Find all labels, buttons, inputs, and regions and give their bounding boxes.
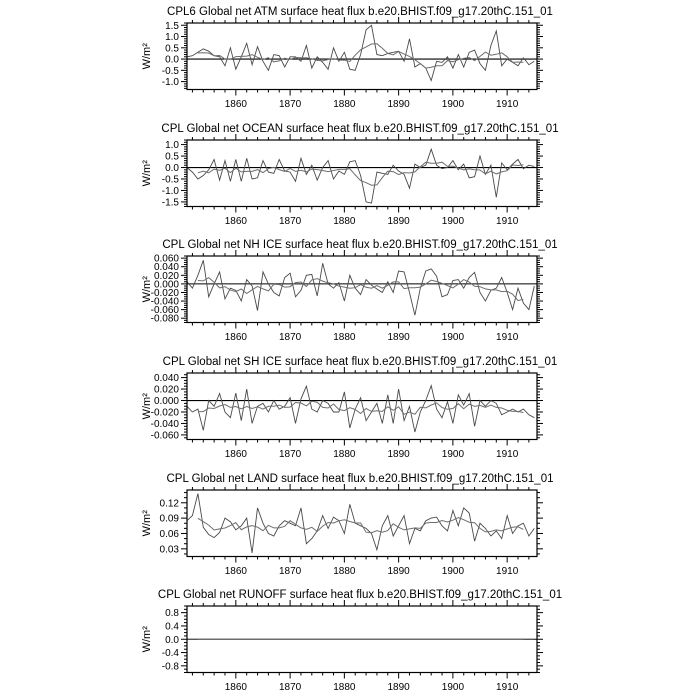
panel-title: CPL Global net OCEAN surface heat flux b.e20.BHIST.f09_g17.20thC.151_01 xyxy=(161,122,559,135)
x-tick-label: 1890 xyxy=(387,332,410,344)
panel-title: CPL Global net NH ICE surface heat flux b.e20.BHIST.f09_g17.20thC.151_01 xyxy=(162,239,558,252)
smoothed-series-line xyxy=(198,44,524,68)
y-tick-label: 0.040 xyxy=(153,262,179,274)
x-tick-label: 1860 xyxy=(224,565,247,577)
x-tick-label: 1900 xyxy=(441,449,465,460)
x-tick-label: 1860 xyxy=(224,215,247,227)
x-tick-label: 1900 xyxy=(441,332,465,344)
y-axis-label: W/m² xyxy=(141,509,153,537)
x-tick-label: 1910 xyxy=(496,99,519,110)
y-tick-label: -1.0 xyxy=(161,77,179,89)
annual-series-line xyxy=(187,25,534,80)
y-tick-label: -0.5 xyxy=(161,174,179,186)
chart-panel-1 xyxy=(0,117,700,235)
y-tick-label: 0.8 xyxy=(165,608,179,620)
y-tick-label: 0.03 xyxy=(159,543,179,555)
x-tick-label: 1900 xyxy=(441,682,465,694)
x-tick-label: 1880 xyxy=(333,449,356,460)
x-tick-label: 1890 xyxy=(387,682,410,694)
chart-panel-5 xyxy=(0,583,700,700)
y-tick-label: 0.06 xyxy=(159,528,179,540)
chart-panel-2 xyxy=(0,233,700,351)
y-tick-label: 0.0 xyxy=(165,54,179,66)
x-tick-label: 1890 xyxy=(387,565,410,577)
x-tick-label: 1910 xyxy=(496,332,519,344)
x-tick-label: 1860 xyxy=(224,332,247,344)
smoothed-series-line xyxy=(198,401,524,414)
y-axis-label: W/m² xyxy=(141,276,153,303)
y-tick-label: 0.020 xyxy=(153,384,179,396)
chart-panel-3 xyxy=(0,350,700,468)
y-tick-label: 0.000 xyxy=(153,396,179,408)
y-tick-label: 0.0 xyxy=(165,162,179,174)
y-tick-label: 0.12 xyxy=(159,497,179,509)
y-axis-label: W/m² xyxy=(141,43,153,70)
axis-ticks xyxy=(181,134,543,213)
x-tick-label: 1910 xyxy=(496,215,519,227)
x-tick-label: 1880 xyxy=(333,682,356,694)
x-tick-label: 1860 xyxy=(224,682,247,694)
y-tick-label: 0.09 xyxy=(159,513,179,525)
y-tick-label: 1.0 xyxy=(165,32,179,44)
smoothed-series-line xyxy=(198,162,524,185)
y-axis-label: W/m² xyxy=(141,159,153,187)
x-tick-label: 1910 xyxy=(496,565,519,577)
y-tick-label: -0.8 xyxy=(161,661,179,673)
y-tick-label: 0.4 xyxy=(165,621,179,633)
y-tick-label: -0.020 xyxy=(150,407,179,419)
y-tick-label: -0.080 xyxy=(150,314,179,326)
x-tick-label: 1890 xyxy=(387,99,410,110)
x-tick-label: 1890 xyxy=(387,449,410,460)
plot-frame xyxy=(187,373,537,440)
x-tick-label: 1880 xyxy=(333,565,356,577)
panel-title: CPL Global net RUNOFF surface heat flux b.e20.BHIST.f09_g17.20thC.151_01 xyxy=(157,589,563,602)
plot-frame xyxy=(187,256,537,323)
y-tick-label: 0.000 xyxy=(153,279,179,291)
x-tick-label: 1880 xyxy=(333,99,356,110)
y-tick-label: 0.060 xyxy=(153,253,179,265)
x-tick-label: 1870 xyxy=(278,449,302,460)
y-tick-label: -0.060 xyxy=(150,430,179,442)
y-tick-label: -0.060 xyxy=(150,305,179,317)
x-tick-label: 1910 xyxy=(496,449,519,460)
x-tick-label: 1870 xyxy=(278,682,302,694)
y-axis-label: W/m² xyxy=(141,626,153,653)
y-tick-label: 0.0 xyxy=(165,635,179,647)
x-tick-label: 1870 xyxy=(278,215,302,227)
x-tick-label: 1900 xyxy=(441,215,465,227)
x-tick-label: 1860 xyxy=(224,99,247,110)
y-tick-label: 0.020 xyxy=(153,271,179,283)
panel-title: CPL6 Global net ATM surface heat flux b.e20.BHIST.f09_g17.20thC.151_01 xyxy=(167,6,553,18)
x-tick-label: 1860 xyxy=(224,449,247,460)
x-tick-label: 1910 xyxy=(496,682,519,694)
x-tick-label: 1900 xyxy=(441,565,465,577)
y-tick-label: -1.5 xyxy=(161,197,179,209)
plot-frame xyxy=(187,490,537,557)
y-tick-label: 1.5 xyxy=(165,20,179,32)
annual-series-line xyxy=(187,149,534,203)
y-tick-label: -0.040 xyxy=(150,418,179,430)
x-tick-label: 1900 xyxy=(441,99,465,110)
chart-panel-4 xyxy=(0,467,700,585)
panel-title: CPL Global net LAND surface heat flux b.e20.BHIST.f09_g17.20thC.151_01 xyxy=(166,472,554,485)
panel-title: CPL Global net SH ICE surface heat flux b.e20.BHIST.f09_g17.20thC.151_01 xyxy=(162,356,558,368)
chart-panel-0 xyxy=(0,0,700,118)
x-tick-label: 1880 xyxy=(333,332,356,344)
y-tick-label: -0.4 xyxy=(161,648,179,660)
x-tick-label: 1870 xyxy=(278,565,302,577)
y-tick-label: -0.5 xyxy=(161,65,179,77)
y-tick-label: -1.0 xyxy=(161,185,179,197)
annual-series-line xyxy=(187,386,534,432)
y-tick-label: -0.020 xyxy=(150,288,179,300)
y-tick-label: 0.040 xyxy=(153,373,179,385)
y-tick-label: 0.5 xyxy=(165,43,179,55)
x-tick-label: 1870 xyxy=(278,99,302,110)
x-tick-label: 1890 xyxy=(387,215,410,227)
y-tick-label: 0.5 xyxy=(165,151,179,163)
y-axis-label: W/m² xyxy=(141,393,153,420)
x-tick-label: 1880 xyxy=(333,215,356,227)
y-tick-label: 1.0 xyxy=(165,139,179,151)
y-tick-label: -0.040 xyxy=(150,296,179,308)
x-tick-label: 1870 xyxy=(278,332,302,344)
